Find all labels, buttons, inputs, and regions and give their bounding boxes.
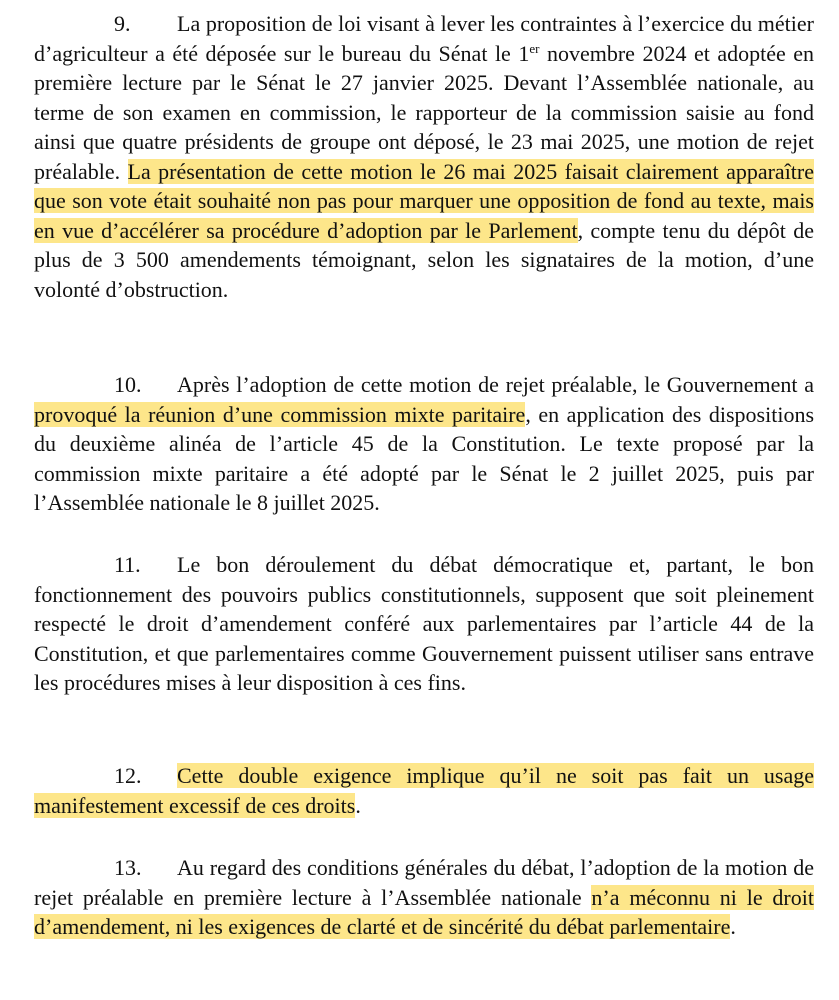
text-segment: , en application des dispositions du deuxième alinéa de l’article 45 de la Constitution. Le texte proposé par la commission mixte paritaire a été adopté par le Sénat le 2 juillet 2025, puis par l’Assemblée nationale le 8 juillet 2025.	[34, 401, 814, 515]
highlighted-text: n’a méconnu ni le droit d’amendement, ni les exigences de clarté et de sincérité du débat parlementaire	[34, 884, 814, 939]
paragraph-number: 9.	[114, 11, 131, 36]
text-segment: Au regard des conditions générales du débat, l’adoption de la motion de rejet préalable en première lecture à l’Assemblée nationale	[34, 855, 814, 910]
paragraph-number: 12.	[114, 763, 142, 788]
text-segment: Après l’adoption de cette motion de rejet préalable, le Gouvernement a	[177, 372, 814, 397]
paragraph-13	[34, 853, 814, 942]
text-segment: novembre 2024 et adoptée en première lecture par le Sénat le 27 janvier 2025. Devant l’Assemblée nationale, au terme de son examen en commission, le rapporteur de la commission saisie au fond ainsi que quatre présidents de groupe ont déposé, le 23 mai 2025, une motion de rejet préalable.	[34, 40, 815, 184]
paragraph-number: 13.	[114, 855, 142, 880]
text-segment: .	[355, 792, 361, 818]
paragraph-number: 10.	[114, 372, 142, 397]
paragraph-10	[34, 370, 814, 518]
paragraph-number: 11.	[114, 552, 141, 577]
paragraph-9	[34, 9, 814, 304]
text-segment: , compte tenu du dépôt de plus de 3 500 amendements témoignant, selon les signataires de la motion, d’une volonté d’obstruction.	[34, 217, 814, 302]
paragraph-11	[34, 550, 814, 698]
highlighted-text: La présentation de cette motion le 26 mai 2025 faisait clairement apparaître que son vote était souhaité non pas pour marquer une opposition de fond au texte, mais en vue d’accélérer sa procédure d’adoption par le Parlement	[34, 158, 815, 243]
text-segment: .	[730, 914, 736, 939]
highlighted-text: Cette double exigence implique qu’il ne soit pas fait un usage manifestement excessif de ces droits	[34, 763, 814, 818]
superscript: er	[529, 40, 540, 56]
highlighted-text: provoqué la réunion d’une commission mixte paritaire	[34, 401, 526, 427]
text-segment: Le bon déroulement du débat démocratique et, partant, le bon fonctionnement des pouvoirs publics constitutionnels, supposent que soit pleinement respecté le droit d’amendement conféré aux parlementaires par l’article 44 de la Constitution, et que parlementaires comme Gouvernement puissent utiliser sans entrave les procédures mises à leur disposition à ces fins.	[34, 552, 814, 695]
paragraph-12	[34, 761, 814, 820]
text-segment: La proposition de loi visant à lever les contraintes à l’exercice du métier d’agriculteur a été déposée sur le bureau du Sénat le 1	[34, 11, 814, 66]
